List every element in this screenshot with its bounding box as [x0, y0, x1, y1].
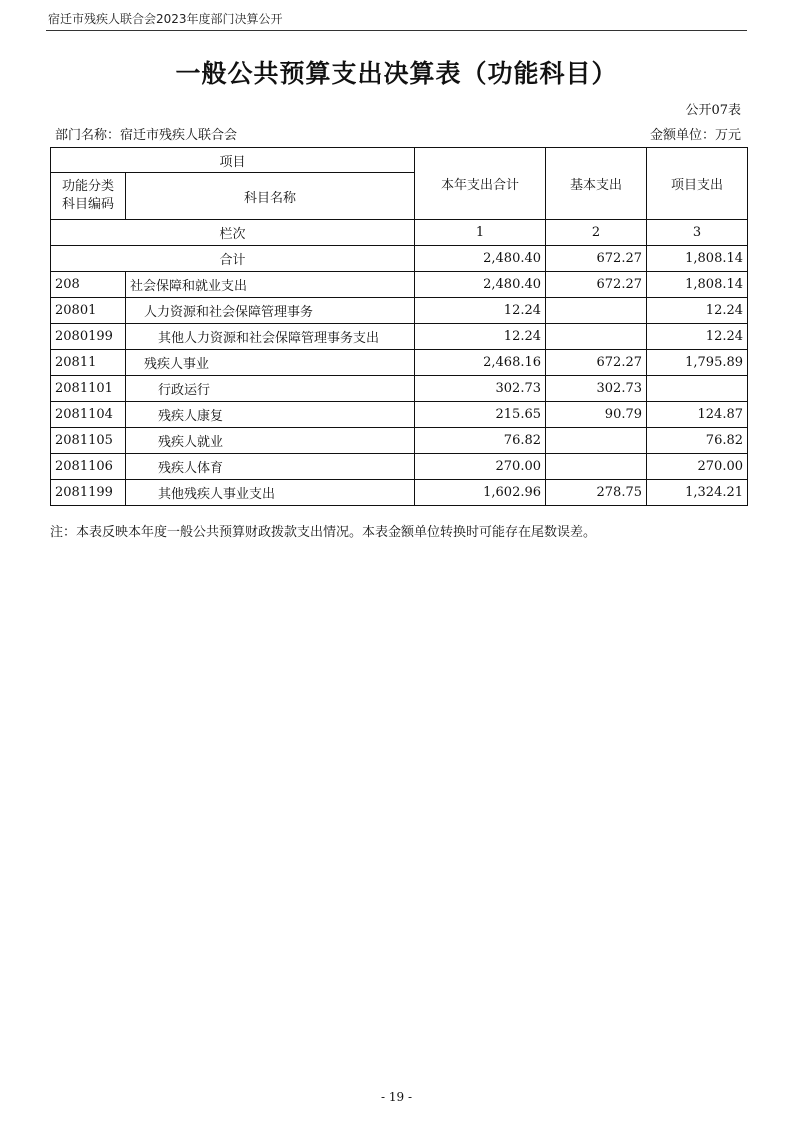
row-name: 残疾人康复 — [126, 402, 415, 428]
column-number-row — [51, 220, 748, 246]
row-name: 其他残疾人事业支出 — [126, 480, 415, 506]
row-code: 20811 — [51, 350, 126, 376]
row-basic — [546, 454, 647, 480]
header-item: 项目 — [51, 148, 415, 173]
row-total: 12.24 — [415, 298, 546, 324]
row-basic: 672.27 — [546, 272, 647, 298]
table-row — [51, 428, 748, 454]
table-row — [51, 350, 748, 376]
header-row-1 — [51, 148, 748, 173]
row-project: 124.87 — [647, 402, 748, 428]
table-number: 公开07表 — [685, 103, 741, 118]
row-project: 12.24 — [647, 324, 748, 350]
row-name: 其他人力资源和社会保障管理事务支出 — [126, 324, 415, 350]
document-title: 一般公共预算支出决算表（功能科目） — [175, 59, 618, 88]
row-total: 302.73 — [415, 376, 546, 402]
table-row — [51, 454, 748, 480]
table-row — [51, 272, 748, 298]
row-name: 人力资源和社会保障管理事务 — [126, 298, 415, 324]
table-row — [51, 480, 748, 506]
row-basic: 302.73 — [546, 376, 647, 402]
col-no-2: 2 — [546, 220, 647, 246]
department-name: 部门名称：宿迁市残疾人联合会 — [55, 128, 238, 143]
footnote: 注：本表反映本年度一般公共预算财政拨款支出情况。本表金额单位转换时可能存在尾数误差。 — [50, 525, 597, 540]
row-project — [647, 376, 748, 402]
header-total: 本年支出合计 — [415, 148, 546, 220]
row-code: 208 — [51, 272, 126, 298]
total-amount: 2,480.40 — [415, 246, 546, 272]
total-row — [51, 246, 748, 272]
row-total: 76.82 — [415, 428, 546, 454]
amount-unit: 金额单位：万元 — [649, 128, 741, 143]
header-name: 科目名称 — [126, 173, 415, 220]
row-no-label: 栏次 — [51, 220, 415, 246]
row-total: 215.65 — [415, 402, 546, 428]
total-label: 合计 — [51, 246, 415, 272]
col-no-3: 3 — [647, 220, 748, 246]
row-project: 76.82 — [647, 428, 748, 454]
row-basic: 672.27 — [546, 350, 647, 376]
row-basic — [546, 324, 647, 350]
row-code: 2081101 — [51, 376, 126, 402]
table-row — [51, 298, 748, 324]
table-row — [51, 402, 748, 428]
page-number: - 19 - — [380, 1090, 412, 1104]
row-basic — [546, 428, 647, 454]
row-project: 1,324.21 — [647, 480, 748, 506]
row-name: 行政运行 — [126, 376, 415, 402]
row-code: 2081106 — [51, 454, 126, 480]
total-project: 1,808.14 — [647, 246, 748, 272]
header-rule — [46, 30, 747, 31]
row-code: 2080199 — [51, 324, 126, 350]
running-header: 宿迁市残疾人联合会2023年度部门决算公开 — [48, 12, 283, 26]
table-row — [51, 376, 748, 402]
row-name: 社会保障和就业支出 — [126, 272, 415, 298]
row-code: 2081104 — [51, 402, 126, 428]
row-code: 20801 — [51, 298, 126, 324]
row-project: 1,795.89 — [647, 350, 748, 376]
table-row — [51, 324, 748, 350]
header-basic: 基本支出 — [546, 148, 647, 220]
row-name: 残疾人就业 — [126, 428, 415, 454]
expenditure-table — [50, 147, 748, 506]
row-total: 12.24 — [415, 324, 546, 350]
row-basic: 90.79 — [546, 402, 647, 428]
col-no-1: 1 — [415, 220, 546, 246]
header-project: 项目支出 — [647, 148, 748, 220]
row-total: 2,480.40 — [415, 272, 546, 298]
row-project: 12.24 — [647, 298, 748, 324]
row-total: 270.00 — [415, 454, 546, 480]
row-name: 残疾人体育 — [126, 454, 415, 480]
row-project: 270.00 — [647, 454, 748, 480]
total-basic: 672.27 — [546, 246, 647, 272]
row-name: 残疾人事业 — [126, 350, 415, 376]
row-code: 2081199 — [51, 480, 126, 506]
header-code: 功能分类 科目编码 — [51, 173, 126, 220]
row-project: 1,808.14 — [647, 272, 748, 298]
row-total: 2,468.16 — [415, 350, 546, 376]
row-basic — [546, 298, 647, 324]
row-basic: 278.75 — [546, 480, 647, 506]
row-total: 1,602.96 — [415, 480, 546, 506]
row-code: 2081105 — [51, 428, 126, 454]
